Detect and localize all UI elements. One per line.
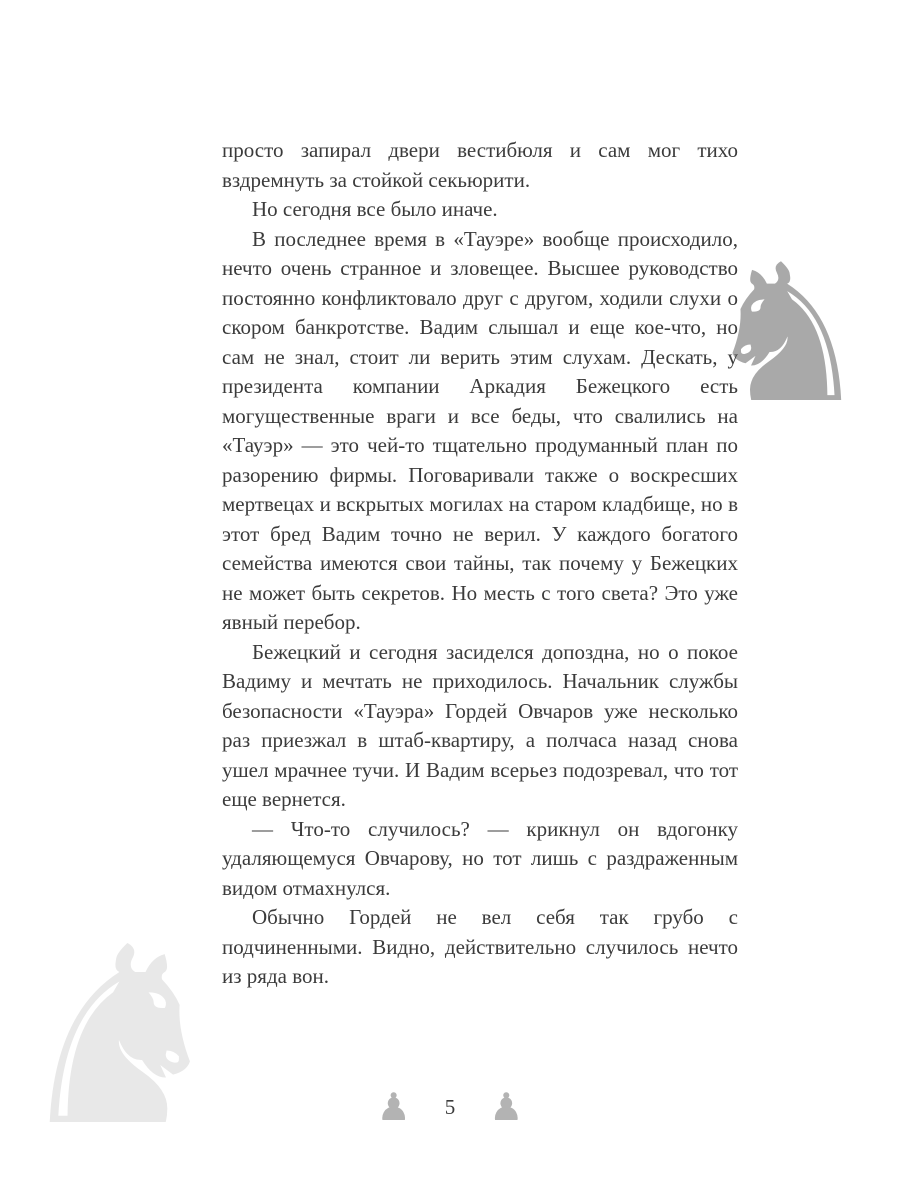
page-text-block xyxy=(222,136,738,992)
paragraph: В последнее время в «Тауэре» вообще происходило, нечто очень странное и зловещее. Высшее руководство постоянно конфликтовало друг с другом, ходили слухи о скором банкротстве. Вадим слышал и еще кое-что, но сам не знал, стоит ли верить этим слухам. Дескать, у президента компании Аркадия Бежецкого есть могущественные враги и все беды, что свалились на «Тауэр» — это чей-то тщательно продуманный план по разорению фирмы. Поговаривали также о воскресших мертвецах и вскрытых могилах на старом кладбище, но в этот бред Вадим точно не верил. У каждого богатого семейства имеются свои тайны, так почему у Бежецких не может быть секретов. Но месть с того света? Это уже явный перебор. xyxy=(222,226,738,634)
paragraph: просто запирал двери вестибюля и сам мог тихо вздремнуть за стойкой секьюрити. xyxy=(222,138,738,192)
knight-chess-piece-icon: ♞ xyxy=(701,224,872,445)
pawn-icon: ♟ xyxy=(489,1085,524,1129)
pawn-icon: ♟ xyxy=(376,1085,411,1129)
paragraph: Бежецкий и сегодня засиделся допоздна, но о покое Вадиму и мечтать не приходилось. Начальник службы безопасности «Тауэра» Гордей Овчаров уже несколько раз приезжал в штаб-квартиру, а полчаса назад снова ушел мрачнее тучи. И Вадим всерьез подозревал, что тот еще вернется. xyxy=(222,639,738,811)
paragraph: — Что-то случилось? — крикнул он вдогонку удаляющемуся Овчарову, но тот лишь с раздраженным видом отмахнулся. xyxy=(222,816,738,900)
page-footer xyxy=(0,1085,900,1129)
page-number: 5 xyxy=(444,1094,456,1119)
paragraph: Обычно Гордей не вел себя так грубо с подчиненными. Видно, действительно случилось нечто из ряда вон. xyxy=(222,905,738,988)
paragraph: Но сегодня все было иначе. xyxy=(252,197,498,221)
horse-head-watermark-icon: ♞ xyxy=(10,895,230,1180)
